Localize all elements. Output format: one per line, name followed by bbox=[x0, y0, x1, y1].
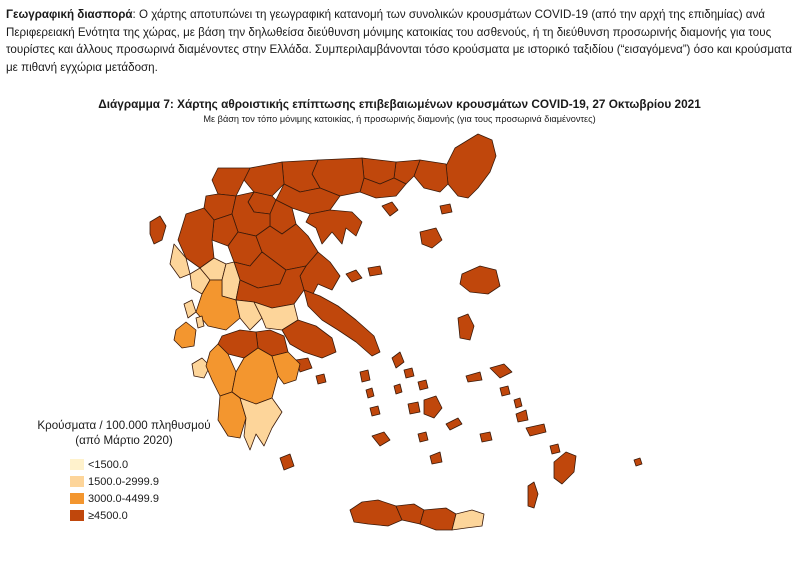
region-tinos bbox=[404, 368, 414, 378]
region-kerkyra bbox=[150, 216, 166, 244]
region-kea bbox=[360, 370, 370, 382]
region-kastellorizo bbox=[634, 458, 642, 466]
intro-text: : Ο χάρτης αποτυπώνει τη γεωγραφική κατανομή των συνολικών κρουσμάτων COVID-19 (από την αρχή της επιδημίας) ανά Περιφερειακή Ενότητα της χώρας, με βάση την δηλωθείσα διεύθυνση μόνιμης κατοικίας του ασθενούς, ή τη διεύθυνση προσωρινής διαμονής για τους τουρίστες και άλλους προσωρινά διαμένοντες στην Ελλάδα. Συμπεριλαμβάνονται τόσο κρούσματα με ιστορικό ταξιδίου (“εισαγόμενα”) όσο και κρούσματα με πιθανή εγχώρια μετάδοση. bbox=[6, 8, 792, 74]
legend-item bbox=[70, 490, 222, 507]
region-tilos bbox=[550, 444, 560, 454]
region-karpathos bbox=[528, 482, 538, 508]
region-kefalonia bbox=[174, 322, 196, 348]
region-syros bbox=[394, 384, 402, 394]
legend-label: <1500.0 bbox=[88, 458, 129, 471]
region-sporades bbox=[346, 266, 382, 282]
legend-title bbox=[26, 418, 222, 448]
legend-title-line2: (από Μάρτιο 2020) bbox=[75, 434, 173, 447]
chart-title: Διάγραμμα 7: Χάρτης αθροιστικής επίπτωσης επιβεβαιωμένων κρουσμάτων COVID-19, 27 Οκτωβρίου 2021 bbox=[98, 97, 701, 111]
region-kythira bbox=[280, 454, 294, 470]
region-attiki-islands bbox=[296, 358, 326, 384]
region-rodos bbox=[554, 452, 576, 484]
legend-swatch bbox=[70, 476, 84, 487]
region-rodopi bbox=[414, 160, 448, 192]
region-attiki bbox=[282, 320, 336, 358]
region-patmos bbox=[500, 386, 510, 396]
legend-swatch bbox=[70, 510, 84, 521]
region-andros bbox=[392, 352, 404, 368]
legend-label: 1500.0-2999.9 bbox=[88, 475, 159, 488]
region-amorgos bbox=[446, 418, 462, 430]
region-irakleio bbox=[420, 508, 456, 530]
region-lefkada bbox=[184, 300, 196, 318]
region-serifos bbox=[370, 406, 380, 416]
region-kos bbox=[526, 424, 546, 436]
region-leros bbox=[514, 398, 522, 408]
region-paros bbox=[408, 402, 420, 414]
region-thasos bbox=[382, 202, 398, 216]
region-kalymnos bbox=[516, 410, 528, 422]
region-samothraki bbox=[440, 204, 452, 214]
chart-subtitle: Με βάση τον τόπο μόνιμης κατοικίας, ή προσωρινής διαμονής (για τους προσωρινά διαμένοντες) bbox=[203, 114, 596, 124]
region-lakonia bbox=[240, 398, 282, 450]
legend-label: ≥4500.0 bbox=[88, 509, 128, 522]
region-chios bbox=[458, 314, 474, 340]
legend-swatch bbox=[70, 493, 84, 504]
region-mykonos bbox=[418, 380, 428, 390]
region-evros bbox=[446, 134, 496, 198]
region-milos bbox=[372, 432, 390, 446]
legend-items bbox=[70, 456, 222, 524]
region-kythnos bbox=[366, 388, 374, 398]
region-lesvos bbox=[460, 266, 500, 294]
region-chalkidiki bbox=[306, 210, 362, 244]
legend-item bbox=[70, 473, 222, 490]
region-limnos bbox=[420, 228, 442, 248]
legend-item bbox=[70, 456, 222, 473]
region-naxos bbox=[424, 396, 442, 418]
region-lasithi bbox=[452, 510, 484, 530]
legend-item bbox=[70, 507, 222, 524]
region-chania bbox=[350, 500, 402, 526]
region-astypalaia bbox=[480, 432, 492, 442]
region-thira bbox=[430, 452, 442, 464]
region-pella bbox=[244, 162, 284, 196]
region-samos bbox=[490, 364, 512, 378]
legend bbox=[26, 418, 222, 524]
legend-title-line1: Κρούσματα / 100.000 πληθυσμού bbox=[37, 419, 211, 432]
intro-label: Γεωγραφική διασπορά bbox=[6, 8, 133, 21]
legend-swatch bbox=[70, 459, 84, 470]
region-ios bbox=[418, 432, 428, 442]
region-ikaria bbox=[466, 372, 482, 382]
legend-label: 3000.0-4499.9 bbox=[88, 492, 159, 505]
region-florina bbox=[212, 168, 250, 196]
